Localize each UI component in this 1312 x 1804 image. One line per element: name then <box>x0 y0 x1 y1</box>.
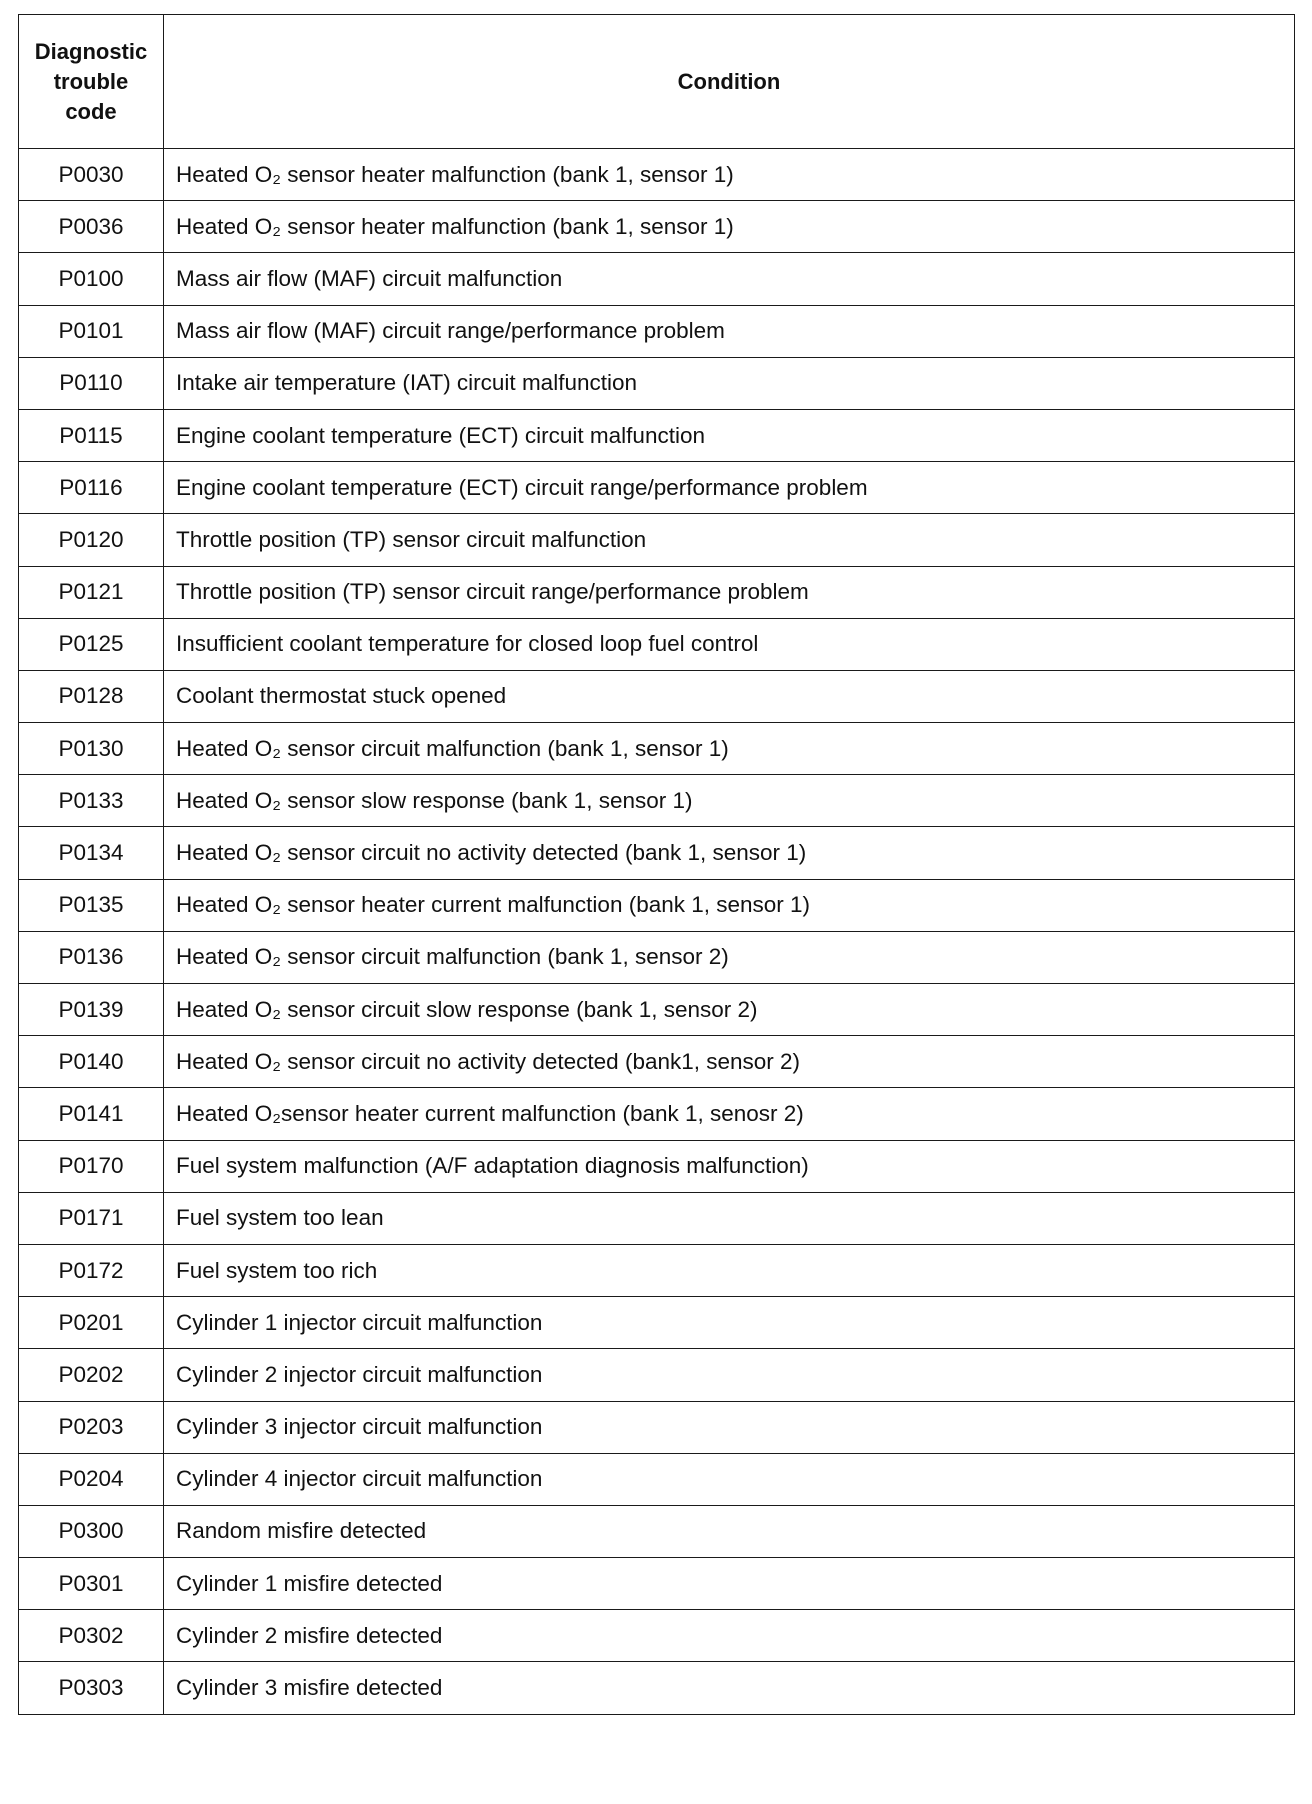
table-row <box>19 201 1295 253</box>
dtc-code-cell: P0170 <box>19 1140 164 1192</box>
table-row <box>19 670 1295 722</box>
table-row <box>19 1453 1295 1505</box>
table-row <box>19 253 1295 305</box>
condition-cell: Cylinder 2 misfire detected <box>164 1610 1295 1662</box>
table-row <box>19 1662 1295 1714</box>
table-row <box>19 984 1295 1036</box>
condition-cell: Heated O₂ sensor circuit malfunction (bank 1, sensor 2) <box>164 931 1295 983</box>
table-row <box>19 931 1295 983</box>
condition-cell: Intake air temperature (IAT) circuit malfunction <box>164 357 1295 409</box>
dtc-code-cell: P0030 <box>19 149 164 201</box>
table-row <box>19 409 1295 461</box>
dtc-code-cell: P0121 <box>19 566 164 618</box>
table-row <box>19 1297 1295 1349</box>
table-row <box>19 1244 1295 1296</box>
table-row <box>19 618 1295 670</box>
table-row <box>19 1349 1295 1401</box>
table-row <box>19 1088 1295 1140</box>
dtc-code-cell: P0140 <box>19 1036 164 1088</box>
condition-cell: Throttle position (TP) sensor circuit malfunction <box>164 514 1295 566</box>
dtc-code-cell: P0115 <box>19 409 164 461</box>
table-row <box>19 1505 1295 1557</box>
table-row <box>19 775 1295 827</box>
dtc-code-cell: P0116 <box>19 462 164 514</box>
condition-cell: Heated O₂ sensor circuit no activity detected (bank1, sensor 2) <box>164 1036 1295 1088</box>
condition-cell: Heated O₂ sensor circuit slow response (bank 1, sensor 2) <box>164 984 1295 1036</box>
dtc-code-cell: P0136 <box>19 931 164 983</box>
header-row <box>19 15 1295 149</box>
condition-cell: Cylinder 2 injector circuit malfunction <box>164 1349 1295 1401</box>
condition-cell: Heated O₂sensor heater current malfunction (bank 1, senosr 2) <box>164 1088 1295 1140</box>
condition-cell: Heated O₂ sensor heater malfunction (bank 1, sensor 1) <box>164 201 1295 253</box>
table-body <box>19 149 1295 1715</box>
dtc-code-cell: P0204 <box>19 1453 164 1505</box>
table-row <box>19 1036 1295 1088</box>
dtc-code-cell: P0036 <box>19 201 164 253</box>
code-header-line: trouble <box>53 68 129 94</box>
dtc-code-cell: P0133 <box>19 775 164 827</box>
condition-cell: Fuel system too rich <box>164 1244 1295 1296</box>
code-header-line: Diagnostic <box>34 38 148 64</box>
condition-cell: Cylinder 3 injector circuit malfunction <box>164 1401 1295 1453</box>
dtc-code-cell: P0110 <box>19 357 164 409</box>
dtc-code-cell: P0201 <box>19 1297 164 1349</box>
condition-column-header: Condition <box>164 15 1295 149</box>
condition-cell: Mass air flow (MAF) circuit malfunction <box>164 253 1295 305</box>
condition-cell: Engine coolant temperature (ECT) circuit malfunction <box>164 409 1295 461</box>
condition-cell: Insufficient coolant temperature for closed loop fuel control <box>164 618 1295 670</box>
table-row <box>19 723 1295 775</box>
condition-cell: Fuel system too lean <box>164 1192 1295 1244</box>
condition-cell: Engine coolant temperature (ECT) circuit range/performance problem <box>164 462 1295 514</box>
condition-cell: Fuel system malfunction (A/F adaptation diagnosis malfunction) <box>164 1140 1295 1192</box>
dtc-code-cell: P0120 <box>19 514 164 566</box>
dtc-code-cell: P0302 <box>19 1610 164 1662</box>
dtc-code-cell: P0125 <box>19 618 164 670</box>
condition-cell: Throttle position (TP) sensor circuit range/performance problem <box>164 566 1295 618</box>
condition-cell: Cylinder 1 injector circuit malfunction <box>164 1297 1295 1349</box>
dtc-code-cell: P0135 <box>19 879 164 931</box>
condition-cell: Cylinder 4 injector circuit malfunction <box>164 1453 1295 1505</box>
code-header-line: code <box>65 98 117 124</box>
dtc-table <box>18 14 1295 1715</box>
table-row <box>19 1140 1295 1192</box>
dtc-code-cell: P0301 <box>19 1558 164 1610</box>
condition-cell: Heated O₂ sensor heater malfunction (bank 1, sensor 1) <box>164 149 1295 201</box>
dtc-code-cell: P0203 <box>19 1401 164 1453</box>
dtc-code-cell: P0172 <box>19 1244 164 1296</box>
condition-cell: Random misfire detected <box>164 1505 1295 1557</box>
condition-cell: Heated O₂ sensor circuit no activity detected (bank 1, sensor 1) <box>164 827 1295 879</box>
table-row <box>19 1192 1295 1244</box>
dtc-code-cell: P0128 <box>19 670 164 722</box>
table-row <box>19 879 1295 931</box>
dtc-code-cell: P0130 <box>19 723 164 775</box>
dtc-code-cell: P0101 <box>19 305 164 357</box>
table-row <box>19 1401 1295 1453</box>
table-row <box>19 462 1295 514</box>
table-row <box>19 149 1295 201</box>
table-row <box>19 566 1295 618</box>
condition-cell: Cylinder 1 misfire detected <box>164 1558 1295 1610</box>
table-row <box>19 1610 1295 1662</box>
dtc-code-cell: P0141 <box>19 1088 164 1140</box>
table-row <box>19 357 1295 409</box>
condition-cell: Heated O₂ sensor heater current malfunction (bank 1, sensor 1) <box>164 879 1295 931</box>
condition-cell: Heated O₂ sensor circuit malfunction (bank 1, sensor 1) <box>164 723 1295 775</box>
table-row <box>19 514 1295 566</box>
condition-cell: Cylinder 3 misfire detected <box>164 1662 1295 1714</box>
dtc-code-cell: P0171 <box>19 1192 164 1244</box>
condition-cell: Mass air flow (MAF) circuit range/performance problem <box>164 305 1295 357</box>
table-row <box>19 1558 1295 1610</box>
dtc-code-cell: P0139 <box>19 984 164 1036</box>
dtc-code-cell: P0202 <box>19 1349 164 1401</box>
dtc-code-cell: P0300 <box>19 1505 164 1557</box>
condition-cell: Heated O₂ sensor slow response (bank 1, sensor 1) <box>164 775 1295 827</box>
table-row <box>19 305 1295 357</box>
dtc-code-cell: P0303 <box>19 1662 164 1714</box>
dtc-code-cell: P0100 <box>19 253 164 305</box>
code-column-header <box>19 15 164 149</box>
condition-cell: Coolant thermostat stuck opened <box>164 670 1295 722</box>
dtc-code-cell: P0134 <box>19 827 164 879</box>
table-row <box>19 827 1295 879</box>
